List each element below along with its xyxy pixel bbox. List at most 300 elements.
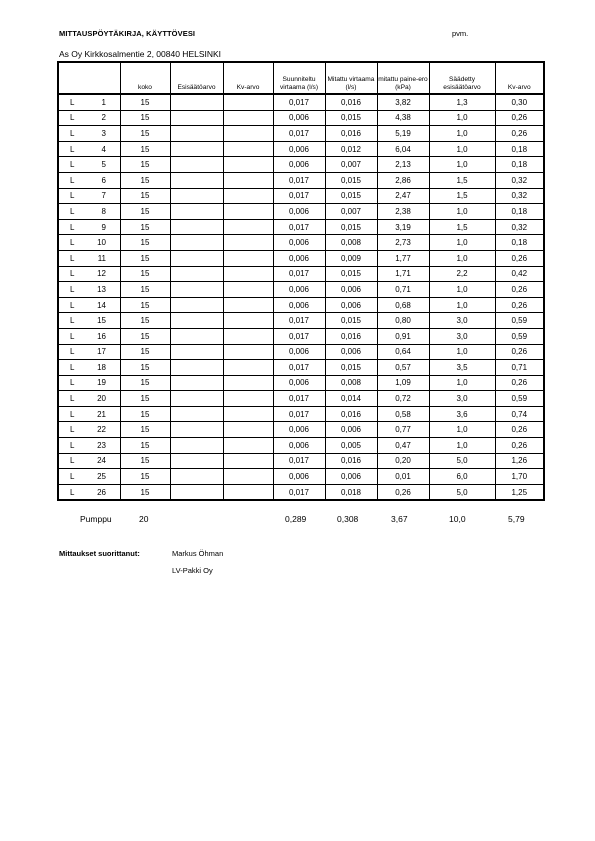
cell-number: 17 (97, 347, 106, 357)
cell-id (58, 235, 120, 251)
cell-kv (223, 219, 273, 235)
cell-type: L (70, 253, 75, 263)
cell-id (58, 484, 120, 500)
cell-type: L (70, 456, 75, 466)
cell-saadetty: 1,0 (429, 282, 495, 298)
table-row (58, 375, 544, 391)
cell-id (58, 282, 120, 298)
cell-koko: 15 (120, 110, 170, 126)
table-row (58, 328, 544, 344)
cell-mitattu: 0,015 (325, 219, 377, 235)
cell-suunniteltu: 0,017 (273, 453, 325, 469)
cell-koko: 15 (120, 406, 170, 422)
cell-suunniteltu: 0,017 (273, 126, 325, 142)
cell-type: L (70, 300, 75, 310)
cell-kv2: 0,32 (495, 188, 544, 204)
pump-label: Pumppu (80, 514, 112, 524)
cell-esisaatoarvo (170, 313, 223, 329)
col-header-kv2: Kv-arvo (495, 62, 544, 94)
cell-id (58, 422, 120, 438)
cell-suunniteltu: 0,017 (273, 360, 325, 376)
cell-koko: 15 (120, 266, 170, 282)
cell-suunniteltu: 0,006 (273, 422, 325, 438)
table-row (58, 484, 544, 500)
cell-esisaatoarvo (170, 297, 223, 313)
cell-paine-ero: 0,72 (377, 391, 429, 407)
cell-esisaatoarvo (170, 157, 223, 173)
cell-type: L (70, 440, 75, 450)
cell-esisaatoarvo (170, 94, 223, 110)
cell-esisaatoarvo (170, 250, 223, 266)
cell-paine-ero: 3,19 (377, 219, 429, 235)
cell-paine-ero: 1,71 (377, 266, 429, 282)
cell-type: L (70, 409, 75, 419)
cell-esisaatoarvo (170, 110, 223, 126)
cell-paine-ero: 0,71 (377, 282, 429, 298)
cell-kv2: 0,26 (495, 344, 544, 360)
cell-mitattu: 0,018 (325, 484, 377, 500)
cell-type: L (70, 191, 75, 201)
cell-id (58, 141, 120, 157)
cell-type: L (70, 378, 75, 388)
cell-type: L (70, 316, 75, 326)
cell-koko: 15 (120, 484, 170, 500)
cell-number: 6 (101, 175, 106, 185)
cell-suunniteltu: 0,006 (273, 250, 325, 266)
cell-id (58, 172, 120, 188)
cell-kv2: 0,26 (495, 126, 544, 142)
table-row (58, 406, 544, 422)
cell-number: 20 (97, 394, 106, 404)
cell-kv2: 0,26 (495, 282, 544, 298)
table-row (58, 282, 544, 298)
cell-paine-ero: 0,64 (377, 344, 429, 360)
cell-koko: 15 (120, 391, 170, 407)
cell-number: 26 (97, 487, 106, 497)
cell-koko: 15 (120, 172, 170, 188)
cell-type: L (70, 331, 75, 341)
cell-saadetty: 3,0 (429, 313, 495, 329)
cell-saadetty: 1,0 (429, 375, 495, 391)
cell-kv (223, 126, 273, 142)
cell-paine-ero: 0,57 (377, 360, 429, 376)
cell-suunniteltu: 0,006 (273, 438, 325, 454)
pump-koko: 20 (139, 514, 149, 524)
cell-mitattu: 0,016 (325, 328, 377, 344)
cell-kv2: 0,26 (495, 375, 544, 391)
cell-esisaatoarvo (170, 188, 223, 204)
cell-id (58, 344, 120, 360)
cell-number: 22 (97, 425, 106, 435)
cell-type: L (70, 222, 75, 232)
cell-koko: 15 (120, 188, 170, 204)
cell-suunniteltu: 0,017 (273, 266, 325, 282)
table-row (58, 250, 544, 266)
cell-kv2: 0,18 (495, 141, 544, 157)
cell-koko: 15 (120, 328, 170, 344)
cell-paine-ero: 3,82 (377, 94, 429, 110)
cell-kv2: 0,26 (495, 110, 544, 126)
cell-type: L (70, 347, 75, 357)
cell-saadetty: 1,0 (429, 126, 495, 142)
cell-esisaatoarvo (170, 344, 223, 360)
cell-saadetty: 1,0 (429, 235, 495, 251)
cell-kv (223, 328, 273, 344)
cell-mitattu: 0,016 (325, 126, 377, 142)
cell-koko: 15 (120, 344, 170, 360)
cell-suunniteltu: 0,006 (273, 297, 325, 313)
pump-paine: 3,67 (391, 514, 408, 524)
cell-number: 25 (97, 472, 106, 482)
cell-paine-ero: 0,26 (377, 484, 429, 500)
cell-suunniteltu: 0,006 (273, 141, 325, 157)
cell-koko: 15 (120, 126, 170, 142)
col-header-kv: Kv-arvo (223, 62, 273, 94)
cell-paine-ero: 0,20 (377, 453, 429, 469)
cell-paine-ero: 2,73 (377, 235, 429, 251)
cell-kv2: 0,26 (495, 422, 544, 438)
cell-saadetty: 1,0 (429, 344, 495, 360)
cell-type: L (70, 425, 75, 435)
cell-kv (223, 360, 273, 376)
cell-id (58, 219, 120, 235)
cell-saadetty: 3,6 (429, 406, 495, 422)
table-row (58, 126, 544, 142)
cell-kv2: 0,18 (495, 235, 544, 251)
cell-number: 15 (97, 316, 106, 326)
cell-id (58, 110, 120, 126)
cell-esisaatoarvo (170, 235, 223, 251)
cell-paine-ero: 2,13 (377, 157, 429, 173)
cell-saadetty: 1,0 (429, 110, 495, 126)
cell-koko: 15 (120, 157, 170, 173)
cell-mitattu: 0,015 (325, 172, 377, 188)
cell-paine-ero: 0,68 (377, 297, 429, 313)
cell-mitattu: 0,005 (325, 438, 377, 454)
cell-saadetty: 3,5 (429, 360, 495, 376)
cell-id (58, 360, 120, 376)
cell-mitattu: 0,008 (325, 375, 377, 391)
cell-suunniteltu: 0,017 (273, 406, 325, 422)
cell-number: 21 (97, 409, 106, 419)
cell-id (58, 266, 120, 282)
col-header-esisaatoarvo: Esisäätöarvo (170, 62, 223, 94)
cell-esisaatoarvo (170, 266, 223, 282)
cell-paine-ero: 2,47 (377, 188, 429, 204)
col-header-koko: koko (120, 62, 170, 94)
cell-id (58, 406, 120, 422)
cell-paine-ero: 2,38 (377, 204, 429, 220)
cell-suunniteltu: 0,017 (273, 188, 325, 204)
cell-saadetty: 1,0 (429, 141, 495, 157)
cell-mitattu: 0,006 (325, 469, 377, 485)
cell-koko: 15 (120, 453, 170, 469)
cell-id (58, 469, 120, 485)
cell-saadetty: 3,0 (429, 391, 495, 407)
cell-esisaatoarvo (170, 453, 223, 469)
cell-paine-ero: 4,38 (377, 110, 429, 126)
cell-type: L (70, 394, 75, 404)
cell-suunniteltu: 0,017 (273, 313, 325, 329)
cell-number: 14 (97, 300, 106, 310)
cell-kv2: 0,74 (495, 406, 544, 422)
cell-number: 8 (101, 206, 106, 216)
cell-saadetty: 3,0 (429, 328, 495, 344)
table-row (58, 391, 544, 407)
table-row (58, 422, 544, 438)
cell-kv2: 0,59 (495, 313, 544, 329)
cell-id (58, 126, 120, 142)
cell-mitattu: 0,006 (325, 344, 377, 360)
cell-number: 23 (97, 440, 106, 450)
col-header-paine-ero: mitattu paine-ero (kPa) (377, 62, 429, 94)
cell-suunniteltu: 0,017 (273, 219, 325, 235)
cell-koko: 15 (120, 469, 170, 485)
cell-saadetty: 6,0 (429, 469, 495, 485)
cell-id (58, 313, 120, 329)
cell-kv (223, 188, 273, 204)
cell-esisaatoarvo (170, 375, 223, 391)
cell-kv2: 0,59 (495, 391, 544, 407)
cell-mitattu: 0,015 (325, 266, 377, 282)
cell-mitattu: 0,015 (325, 188, 377, 204)
cell-mitattu: 0,007 (325, 204, 377, 220)
cell-suunniteltu: 0,017 (273, 391, 325, 407)
cell-mitattu: 0,016 (325, 406, 377, 422)
cell-esisaatoarvo (170, 391, 223, 407)
cell-mitattu: 0,006 (325, 297, 377, 313)
cell-esisaatoarvo (170, 172, 223, 188)
cell-saadetty: 1,3 (429, 94, 495, 110)
table-row (58, 235, 544, 251)
cell-saadetty: 1,0 (429, 157, 495, 173)
cell-kv (223, 469, 273, 485)
cell-number: 4 (101, 144, 106, 154)
cell-type: L (70, 472, 75, 482)
cell-paine-ero: 0,01 (377, 469, 429, 485)
cell-number: 18 (97, 362, 106, 372)
cell-kv (223, 235, 273, 251)
cell-kv (223, 375, 273, 391)
table-row (58, 313, 544, 329)
cell-mitattu: 0,006 (325, 422, 377, 438)
cell-kv2: 0,71 (495, 360, 544, 376)
cell-number: 2 (101, 113, 106, 123)
cell-koko: 15 (120, 219, 170, 235)
cell-kv (223, 453, 273, 469)
cell-saadetty: 1,5 (429, 188, 495, 204)
cell-kv2: 0,42 (495, 266, 544, 282)
cell-kv2: 1,70 (495, 469, 544, 485)
cell-saadetty: 1,0 (429, 297, 495, 313)
doc-title: MITTAUSPÖYTÄKIRJA, KÄYTTÖVESI (59, 29, 196, 38)
cell-kv2: 0,26 (495, 438, 544, 454)
cell-type: L (70, 206, 75, 216)
cell-saadetty: 1,0 (429, 422, 495, 438)
cell-kv (223, 204, 273, 220)
cell-mitattu: 0,012 (325, 141, 377, 157)
cell-id (58, 375, 120, 391)
cell-esisaatoarvo (170, 328, 223, 344)
table-row (58, 94, 544, 110)
cell-mitattu: 0,009 (325, 250, 377, 266)
table-row (58, 141, 544, 157)
cell-suunniteltu: 0,017 (273, 328, 325, 344)
cell-type: L (70, 97, 75, 107)
cell-paine-ero: 1,77 (377, 250, 429, 266)
cell-suunniteltu: 0,017 (273, 172, 325, 188)
cell-esisaatoarvo (170, 126, 223, 142)
cell-kv2: 1,26 (495, 453, 544, 469)
cell-koko: 15 (120, 375, 170, 391)
cell-saadetty: 1,0 (429, 250, 495, 266)
table-row (58, 344, 544, 360)
cell-number: 24 (97, 456, 106, 466)
cell-esisaatoarvo (170, 484, 223, 500)
cell-id (58, 94, 120, 110)
cell-type: L (70, 144, 75, 154)
col-header-suunniteltu: Suunniteltu virtaama (l/s) (273, 62, 325, 94)
cell-mitattu: 0,015 (325, 110, 377, 126)
cell-number: 1 (101, 97, 106, 107)
table-row (58, 266, 544, 282)
cell-kv2: 0,18 (495, 157, 544, 173)
pump-suunniteltu: 0,289 (285, 514, 307, 524)
cell-suunniteltu: 0,006 (273, 375, 325, 391)
cell-kv (223, 344, 273, 360)
table-row (58, 188, 544, 204)
cell-koko: 15 (120, 313, 170, 329)
cell-koko: 15 (120, 235, 170, 251)
cell-suunniteltu: 0,006 (273, 204, 325, 220)
cell-suunniteltu: 0,017 (273, 94, 325, 110)
cell-number: 10 (97, 238, 106, 248)
cell-id (58, 188, 120, 204)
cell-paine-ero: 0,91 (377, 328, 429, 344)
table-row (58, 172, 544, 188)
cell-esisaatoarvo (170, 282, 223, 298)
cell-type: L (70, 175, 75, 185)
cell-mitattu: 0,016 (325, 453, 377, 469)
cell-kv (223, 250, 273, 266)
cell-esisaatoarvo (170, 204, 223, 220)
cell-type: L (70, 113, 75, 123)
cell-suunniteltu: 0,006 (273, 282, 325, 298)
cell-id (58, 438, 120, 454)
cell-kv (223, 313, 273, 329)
cell-kv2: 1,25 (495, 484, 544, 500)
table-body (58, 94, 544, 500)
cell-esisaatoarvo (170, 438, 223, 454)
cell-suunniteltu: 0,006 (273, 344, 325, 360)
table-header-row (58, 62, 544, 94)
cell-kv (223, 297, 273, 313)
cell-number: 19 (97, 378, 106, 388)
cell-esisaatoarvo (170, 422, 223, 438)
signature-label: Mittaukset suorittanut: (59, 549, 140, 558)
cell-id (58, 204, 120, 220)
table-row (58, 438, 544, 454)
cell-paine-ero: 0,58 (377, 406, 429, 422)
cell-kv (223, 422, 273, 438)
cell-kv (223, 406, 273, 422)
cell-id (58, 453, 120, 469)
cell-suunniteltu: 0,017 (273, 484, 325, 500)
cell-suunniteltu: 0,006 (273, 157, 325, 173)
cell-type: L (70, 269, 75, 279)
cell-saadetty: 1,5 (429, 172, 495, 188)
cell-kv (223, 391, 273, 407)
cell-kv2: 0,26 (495, 250, 544, 266)
cell-kv (223, 141, 273, 157)
cell-paine-ero: 0,80 (377, 313, 429, 329)
signature-company: LV-Pakki Oy (172, 566, 213, 575)
table-row (58, 469, 544, 485)
cell-kv2: 0,30 (495, 94, 544, 110)
cell-number: 11 (97, 253, 106, 263)
cell-type: L (70, 362, 75, 372)
cell-koko: 15 (120, 297, 170, 313)
cell-esisaatoarvo (170, 219, 223, 235)
cell-type: L (70, 160, 75, 170)
table-row (58, 219, 544, 235)
cell-number: 5 (101, 160, 106, 170)
cell-koko: 15 (120, 250, 170, 266)
cell-number: 13 (97, 284, 106, 294)
cell-mitattu: 0,015 (325, 313, 377, 329)
cell-paine-ero: 0,47 (377, 438, 429, 454)
col-header-mitattu: Mitattu virtaama (l/s) (325, 62, 377, 94)
pump-mitattu: 0,308 (337, 514, 359, 524)
cell-saadetty: 1,0 (429, 204, 495, 220)
table-row (58, 297, 544, 313)
cell-kv (223, 157, 273, 173)
cell-mitattu: 0,016 (325, 94, 377, 110)
cell-suunniteltu: 0,006 (273, 110, 325, 126)
cell-id (58, 157, 120, 173)
cell-kv (223, 110, 273, 126)
cell-kv2: 0,18 (495, 204, 544, 220)
cell-kv2: 0,26 (495, 297, 544, 313)
cell-mitattu: 0,008 (325, 235, 377, 251)
cell-paine-ero: 5,19 (377, 126, 429, 142)
cell-koko: 15 (120, 360, 170, 376)
cell-koko: 15 (120, 282, 170, 298)
cell-suunniteltu: 0,006 (273, 235, 325, 251)
cell-saadetty: 2,2 (429, 266, 495, 282)
cell-esisaatoarvo (170, 469, 223, 485)
cell-esisaatoarvo (170, 406, 223, 422)
cell-type: L (70, 487, 75, 497)
site-address: As Oy Kirkkosalmentie 2, 00840 HELSINKI (59, 49, 222, 59)
cell-kv2: 0,32 (495, 172, 544, 188)
signature-name: Markus Öhman (172, 549, 224, 558)
col-header-id (58, 62, 120, 94)
cell-number: 12 (97, 269, 106, 279)
table-row (58, 453, 544, 469)
cell-esisaatoarvo (170, 141, 223, 157)
cell-kv (223, 438, 273, 454)
cell-paine-ero: 2,86 (377, 172, 429, 188)
cell-id (58, 391, 120, 407)
cell-number: 3 (101, 128, 106, 138)
table-row (58, 360, 544, 376)
cell-kv (223, 484, 273, 500)
cell-mitattu: 0,006 (325, 282, 377, 298)
cell-koko: 15 (120, 438, 170, 454)
pump-saadetty: 10,0 (449, 514, 466, 524)
cell-kv (223, 94, 273, 110)
